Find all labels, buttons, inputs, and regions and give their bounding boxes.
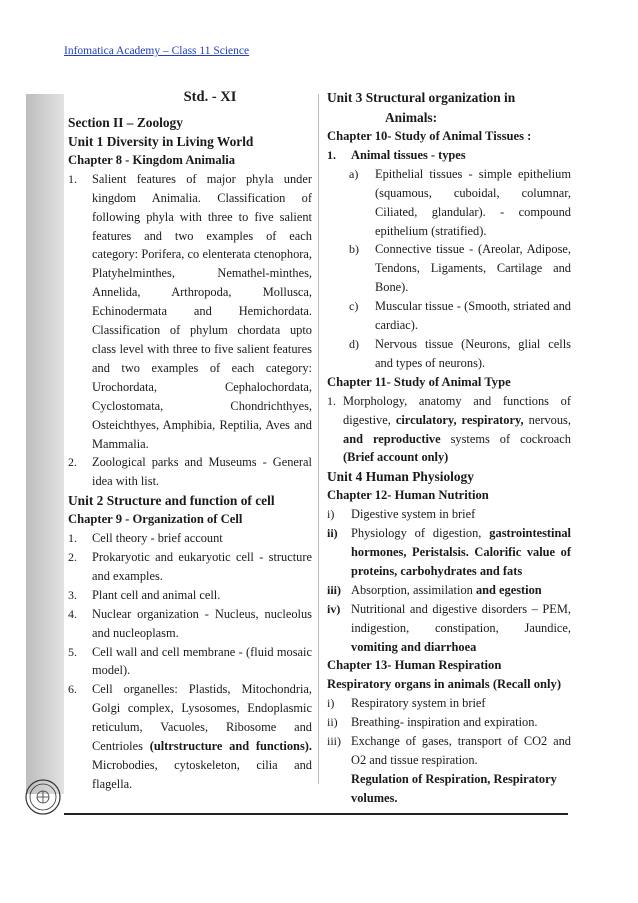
sub-item-text: Epithelial tissues - simple epithelium (squamous, cuboidal, columnar, Ciliated, glandular). - compound epithelium (stratified). (375, 166, 571, 238)
item-number: 1. (327, 393, 336, 408)
sub-item-text: Connective tissue - (Areolar, Adipose, Tendons, Ligaments, Cartilage and Bone). (375, 242, 571, 295)
iii-text-b: and egestion (475, 582, 542, 597)
ch11-text-c: nervous, (523, 412, 571, 427)
sub-item-letter: b) (349, 242, 359, 257)
list-item (68, 548, 312, 586)
item-number: 1. (68, 171, 77, 186)
item-number: i) (327, 696, 335, 711)
ch11-text-b: circulatory, respiratory, (395, 412, 524, 427)
iv-text-a: Nutritional and digestive disorders – PEM, indigestion, constipation, Jaundice, (351, 601, 571, 635)
sub-item-letter: c) (349, 299, 359, 314)
chapter9-heading: Chapter 9 - Organization of Cell (68, 512, 243, 527)
item-text: Cell theory - brief account (92, 531, 223, 546)
chapter12-heading: Chapter 12- Human Nutrition (327, 488, 489, 503)
list-item (327, 732, 571, 770)
list-item (327, 524, 571, 581)
section-heading: Section II – Zoology (68, 114, 183, 130)
item-number: 1. (327, 147, 336, 162)
item6-text-a: Cell organelles: Plastids, Mitochondria, Golgi complex, Lysosomes, Endoplasmic reticulum, Vacuoles, Ribosome and Centrioles (92, 682, 312, 754)
item-text: Animal tissues - types (351, 147, 466, 162)
list-item (327, 146, 571, 165)
ii-text-a: Physiology of digestion, (351, 526, 490, 541)
item-text: Cell wall and cell membrane - (fluid mosaic model). (92, 644, 312, 678)
chapter13-subheading: Respiratory organs in animals (Recall only) (327, 677, 562, 692)
list-item (327, 694, 571, 713)
list-item (68, 680, 312, 793)
chapter13-heading: Chapter 13- Human Respiration (327, 658, 502, 673)
iv-text-b: vomiting and diarrhoea (351, 639, 477, 654)
column-divider (318, 94, 319, 784)
std-title: Std. - XI (183, 89, 237, 105)
item-number: ii) (327, 526, 338, 541)
chapter8-list (68, 170, 312, 491)
list-item (68, 605, 312, 643)
item-number: i) (327, 507, 335, 522)
item-number: iii) (327, 582, 341, 597)
ii-text-b: gastrointestinal hormones, Peristalsis. Calorific value of proteins, carbohydrates and fats (351, 526, 571, 578)
chapter11-heading: Chapter 11- Study of Animal Type (327, 374, 511, 389)
list-item (327, 600, 571, 657)
item-number: 5. (68, 644, 77, 659)
item-number: iv) (327, 601, 341, 616)
header-title[interactable]: Infomatica Academy – Class 11 Science (64, 45, 250, 57)
side-decoration-bar (26, 94, 64, 794)
academy-seal-icon (24, 778, 62, 816)
sub-item-text: Nervous tissue (Neurons, glial cells and types of neurons). (375, 336, 571, 370)
item-text: Nuclear organization - Nucleus, nucleolus and nucleoplasm. (92, 606, 312, 640)
item6-text-c: Microbodies, cytoskeleton, cilia and flagella. (92, 758, 312, 791)
unit4-heading: Unit 4 Human Physiology (327, 469, 474, 485)
ch11-text-d: and reproductive (343, 431, 441, 446)
chapter9-list (68, 529, 312, 794)
iii-text-a: Absorption, assimilation (351, 582, 476, 597)
item-number: 6. (68, 682, 77, 697)
item6-text-bold: (ultrstructure and functions). (149, 739, 312, 754)
item-number: 2. (68, 455, 77, 470)
chapter13-last-line: Regulation of Respiration, Respiratory volumes. (351, 771, 557, 805)
chapter8-heading: Chapter 8 - Kingdom Animalia (68, 152, 236, 167)
unit3-line1: Unit 3 Structural organization in (327, 90, 516, 105)
item-text (351, 600, 571, 657)
sub-item-text: Muscular tissue - (Smooth, striated and cardiac). (375, 299, 571, 333)
list-item (327, 505, 571, 524)
left-column (68, 88, 312, 794)
item-text: Exchange of gases, transport of CO2 and O2 and tissue respiration. (351, 734, 571, 767)
chapter10-heading: Chapter 10- Study of Animal Tissues : (327, 129, 532, 143)
sub-item-letter: d) (349, 336, 359, 351)
item-number: 1. (68, 531, 77, 546)
item-text (92, 680, 312, 793)
item-text: Digestive system in brief (351, 507, 476, 522)
item-text (351, 581, 571, 600)
sub-item (327, 240, 571, 297)
item-text: Zoological parks and Museums - General idea with list. (92, 455, 312, 489)
unit2-heading: Unit 2 Structure and function of cell (68, 493, 275, 509)
item-text (343, 392, 571, 468)
list-item (68, 643, 312, 681)
right-column (327, 88, 571, 808)
list-item (68, 170, 312, 454)
list-item (68, 453, 312, 491)
sub-item (327, 335, 571, 373)
item-text (351, 524, 571, 581)
item-text: Salient features of major phyla under kingdom Animalia. Classification of following phyla with three to five salient features and two examples of each category: Porifera, co elenterata ctenophora, Platyhelminthes, Nemathel-minthes, Annelida, Arthropoda, Mollusca, Echinodermata and Hemichordata. Classification of phylum chordata upto class level with three to five salient features and two examples of each category: Urochordata, Cephalochordata, Cyclostomata, Chondrichthyes, Osteichthyes, Amphibia, Reptilia, Aves and Mammalia. (92, 171, 312, 451)
list-item (68, 586, 312, 605)
list-item (327, 581, 571, 600)
unit3-line2: Animals: (385, 109, 438, 125)
item-text: Prokaryotic and eukaryotic cell - structure and examples. (92, 550, 312, 583)
ch11-text-a: Morphology, anatomy and functions of digestive, (343, 393, 571, 427)
ch11-text-f: (Brief account only) (343, 450, 449, 465)
item-text: Respiratory system in brief (351, 696, 486, 711)
unit1-heading: Unit 1 Diversity in Living World (68, 133, 254, 149)
ch11-text-e: systems of cockroach (440, 431, 571, 446)
item-text: Plant cell and animal cell. (92, 587, 221, 602)
item-number: iii) (327, 734, 341, 749)
item-number: 3. (68, 587, 77, 602)
unit3-heading (327, 88, 571, 127)
sub-item (327, 297, 571, 335)
item-number: 4. (68, 606, 77, 621)
bottom-rule (64, 813, 568, 815)
sub-item-letter: a) (349, 166, 359, 181)
item-text: Breathing- inspiration and expiration. (351, 715, 538, 730)
list-item (327, 713, 571, 732)
sub-item (327, 165, 571, 241)
list-item (68, 529, 312, 548)
item-number: ii) (327, 715, 338, 730)
item-number: 2. (68, 550, 77, 565)
list-item (327, 392, 571, 468)
